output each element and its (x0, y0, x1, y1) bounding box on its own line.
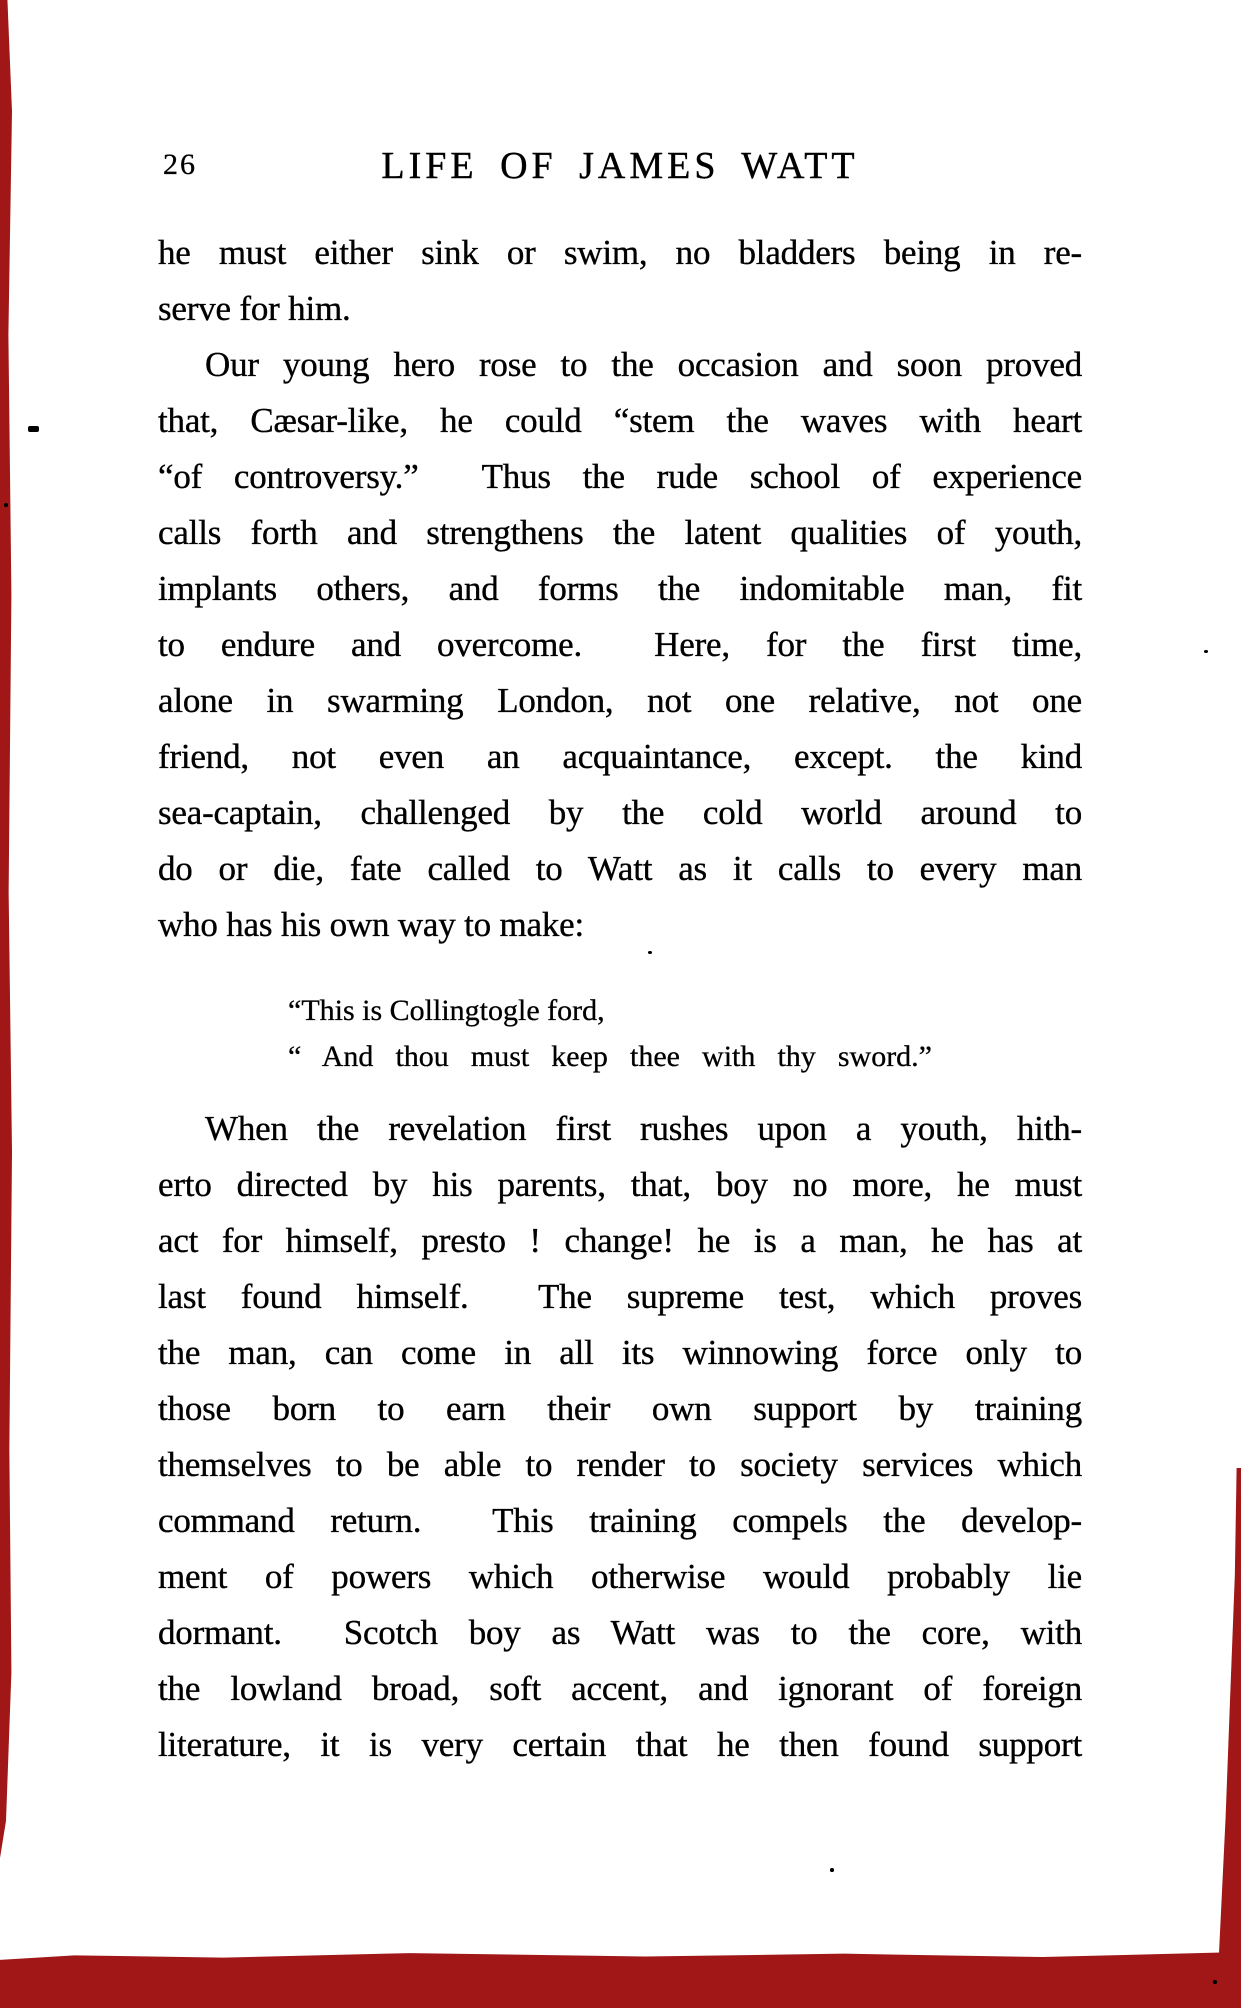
ink-speck (648, 951, 652, 954)
running-title: LIFE OF JAMES WATT (381, 145, 859, 187)
text-line: themselves to be able to render to society services which (158, 1445, 1082, 1484)
text-line: to endure and overcome. Here, for the first time, (158, 625, 1082, 664)
text-line: do or die, fate called to Watt as it calls to every man (158, 849, 1082, 888)
text-line: who has his own way to make: (158, 905, 585, 944)
text-line: the man, can come in all its winnowing force only to (158, 1333, 1082, 1372)
text-line: literature, it is very certain that he then found support (158, 1725, 1082, 1764)
text-line: friend, not even an acquaintance, except. the kind (158, 737, 1082, 776)
scan-edge-left (0, 0, 12, 1858)
text-line: “of controversy.” Thus the rude school of experience (158, 457, 1082, 496)
quote-line: “ And thou must keep thee with thy sword.” (288, 1040, 932, 1073)
text-line: act for himself, presto ! change! he is a man, he has at (158, 1221, 1082, 1260)
ink-speck (4, 503, 8, 507)
quote-line: “This is Collingtogle ford, (288, 994, 605, 1027)
paragraph-block-2 (158, 1101, 1082, 1773)
text-line: sea-captain, challenged by the cold world around to (158, 793, 1082, 832)
text-line: erto directed by his parents, that, boy no more, he must (158, 1165, 1082, 1204)
text-line: calls forth and strengthens the latent qualities of youth, (158, 513, 1082, 552)
text-line: he must either sink or swim, no bladders being in re- (158, 233, 1082, 272)
verse-quote (288, 988, 948, 1080)
text-line: dormant. Scotch boy as Watt was to the core, with (158, 1613, 1082, 1652)
scan-edge-right (1219, 1468, 1241, 1953)
text-line: last found himself. The supreme test, which proves (158, 1277, 1082, 1316)
text-line: those born to earn their own support by training (158, 1389, 1082, 1428)
text-line: implants others, and forms the indomitable man, fit (158, 569, 1082, 608)
text-line: ment of powers which otherwise would probably lie (158, 1557, 1082, 1596)
text-line: the lowland broad, soft accent, and ignorant of foreign (158, 1669, 1082, 1708)
ink-speck (1213, 1980, 1217, 1984)
page-number: 26 (163, 148, 197, 181)
text-line: that, Cæsar-like, he could “stem the waves with heart (158, 401, 1082, 440)
text-line: When the revelation first rushes upon a youth, hith- (205, 1109, 1082, 1148)
text-line: serve for him. (158, 289, 351, 328)
running-head (158, 146, 1082, 186)
ink-speck (28, 426, 39, 432)
scan-edge-bottom (0, 1952, 1241, 2008)
ink-speck (830, 1868, 834, 1872)
paragraph-block-1 (158, 225, 1082, 953)
text-line: Our young hero rose to the occasion and soon proved (205, 345, 1082, 384)
text-line: command return. This training compels the develop- (158, 1501, 1082, 1540)
ink-speck (1204, 650, 1208, 653)
text-line: alone in swarming London, not one relative, not one (158, 681, 1082, 720)
